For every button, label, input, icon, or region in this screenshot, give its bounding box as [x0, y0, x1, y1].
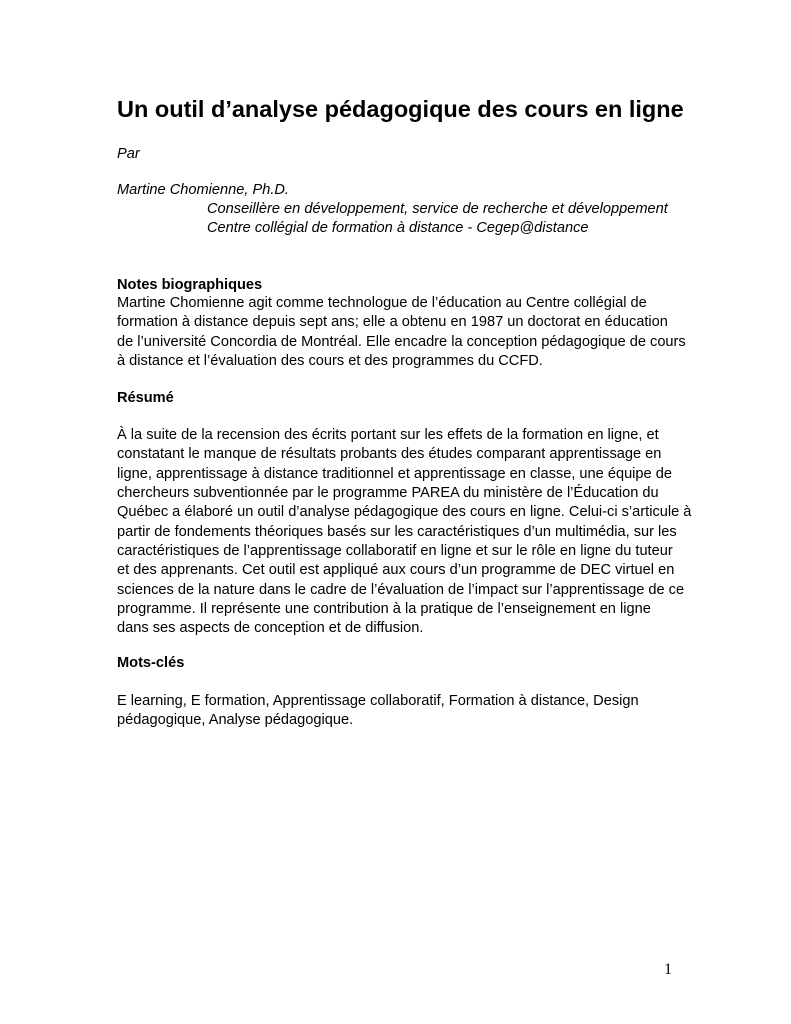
- summary-line: partir de fondements théoriques basés sur les caractéristiques d’un multimédia, sur les: [117, 523, 677, 540]
- bio-heading: Notes biographiques: [117, 277, 263, 293]
- summary-line: programme. Il représente une contribution à la pratique de l’enseignement en ligne: [117, 601, 651, 618]
- bio-paragraph: [117, 294, 686, 371]
- bio-line: formation à distance depuis sept ans; elle a obtenu en 1987 un doctorat en éducation: [117, 314, 668, 331]
- keywords-line: E learning, E formation, Apprentissage collaboratif, Formation à distance, Design: [117, 693, 639, 709]
- author-name: Martine Chomienne, Ph.D.: [117, 182, 289, 198]
- summary-line: Québec a élaboré un outil d’analyse pédagogique des cours en ligne. Celui-ci s’articule à: [117, 504, 692, 521]
- bio-line: de l’université Concordia de Montréal. Elle encadre la conception pédagogique de cours: [117, 333, 686, 350]
- keywords-paragraph: [117, 692, 677, 731]
- by-label: Par: [117, 146, 140, 162]
- summary-line: chercheurs subventionnée par le programme PAREA du ministère de l’Éducation du: [117, 485, 659, 502]
- summary-line: caractéristiques de l’apprentissage collaboratif en ligne et sur le rôle en ligne du tuteur: [117, 543, 673, 560]
- keywords-heading: Mots-clés: [117, 655, 185, 671]
- summary-line: sciences de la nature dans le cadre de l’évaluation de l’impact sur l’apprentissage de ce: [117, 581, 685, 598]
- summary-line: ligne, apprentissage à distance traditionnel et apprentissage en classe, une équipe de: [117, 465, 672, 482]
- summary-paragraph: [117, 426, 692, 639]
- author-role: Conseillère en développement, service de recherche et développement: [207, 201, 668, 217]
- document-title: Un outil d’analyse pédagogique des cours en ligne: [117, 96, 684, 122]
- summary-line: constatant le manque de résultats probants des études comparant apprentissage en: [117, 446, 662, 463]
- bio-line: à distance et l’évaluation des cours et des programmes du CCFD.: [117, 353, 543, 370]
- summary-line: dans ses aspects de conception et de diffusion.: [117, 620, 424, 637]
- keywords-line: pédagogique, Analyse pédagogique.: [117, 712, 354, 729]
- summary-heading: Résumé: [117, 390, 174, 406]
- summary-line: et des apprenants. Cet outil est appliqué aux cours d’un programme de DEC virtuel en: [117, 562, 675, 579]
- bio-line: Martine Chomienne agit comme technologue de l’éducation au Centre collégial de: [117, 295, 647, 311]
- author-institution: Centre collégial de formation à distance - Cegep@distance: [207, 220, 589, 236]
- page-number: 1: [664, 961, 672, 978]
- summary-line: À la suite de la recension des écrits portant sur les effets de la formation en ligne, et: [117, 427, 659, 443]
